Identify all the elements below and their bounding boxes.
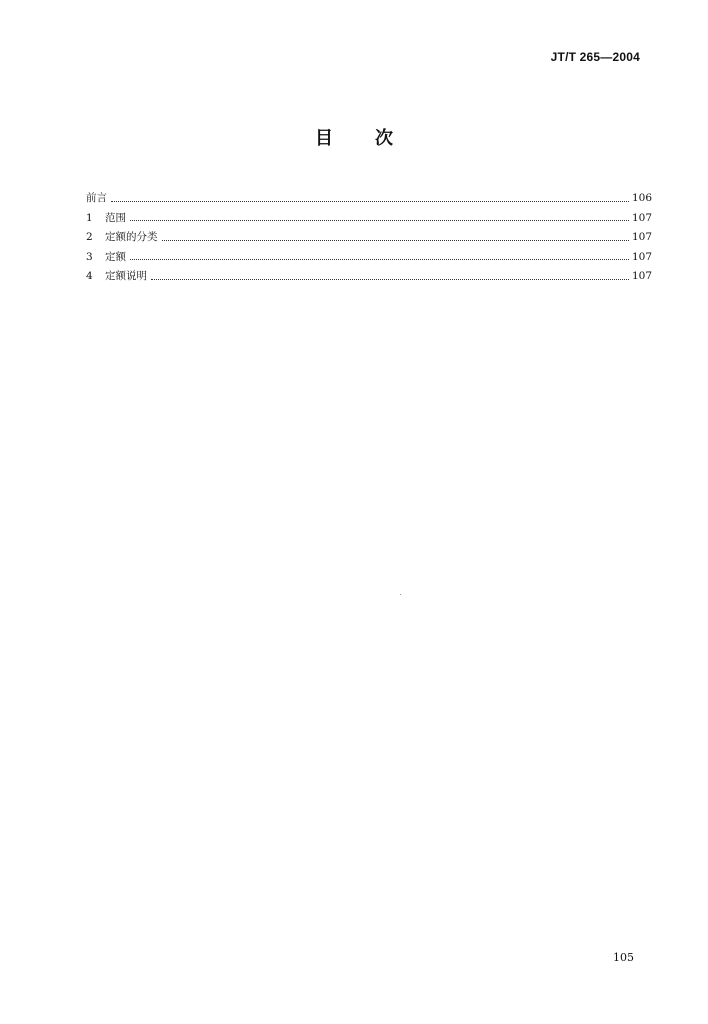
toc-entry-classification[interactable] [86, 223, 652, 243]
toc-entry-foreword[interactable] [86, 184, 652, 204]
toc-leader-dots [162, 239, 630, 241]
toc-entry-page: 107 [632, 211, 653, 224]
scan-speck [400, 594, 401, 595]
toc-entry-label: 定额 [105, 250, 126, 263]
title-char-2: 次 [375, 128, 393, 149]
toc-entry-label: 定额的分类 [105, 231, 158, 243]
toc-leader-dots [130, 219, 629, 221]
toc-entry-label: 定额说明 [105, 270, 147, 282]
toc-entry-number: 3 [86, 250, 93, 263]
toc-entry-scope[interactable] [86, 204, 652, 224]
toc-entry-quota-notes[interactable] [86, 262, 652, 282]
title-char-1: 目 [315, 128, 333, 149]
toc-entry-page: 107 [632, 270, 653, 282]
toc-entry-quota[interactable] [86, 243, 652, 263]
toc-leader-dots [130, 258, 629, 260]
toc-leader-dots [111, 200, 629, 202]
toc-entry-page: 107 [632, 250, 653, 263]
toc-entry-label: 范围 [105, 211, 126, 224]
standard-code: JT/T 265—2004 [550, 50, 640, 64]
toc-entry-page: 107 [632, 231, 653, 243]
page-number: 105 [613, 951, 634, 964]
table-of-contents [86, 184, 652, 282]
page-title [0, 124, 708, 150]
toc-entry-number: 2 [86, 231, 93, 243]
toc-entry-label: 前言 [86, 192, 107, 204]
toc-entry-number: 1 [86, 211, 93, 224]
toc-entry-page: 106 [632, 192, 653, 204]
toc-leader-dots [151, 278, 629, 280]
toc-entry-number: 4 [86, 270, 93, 282]
